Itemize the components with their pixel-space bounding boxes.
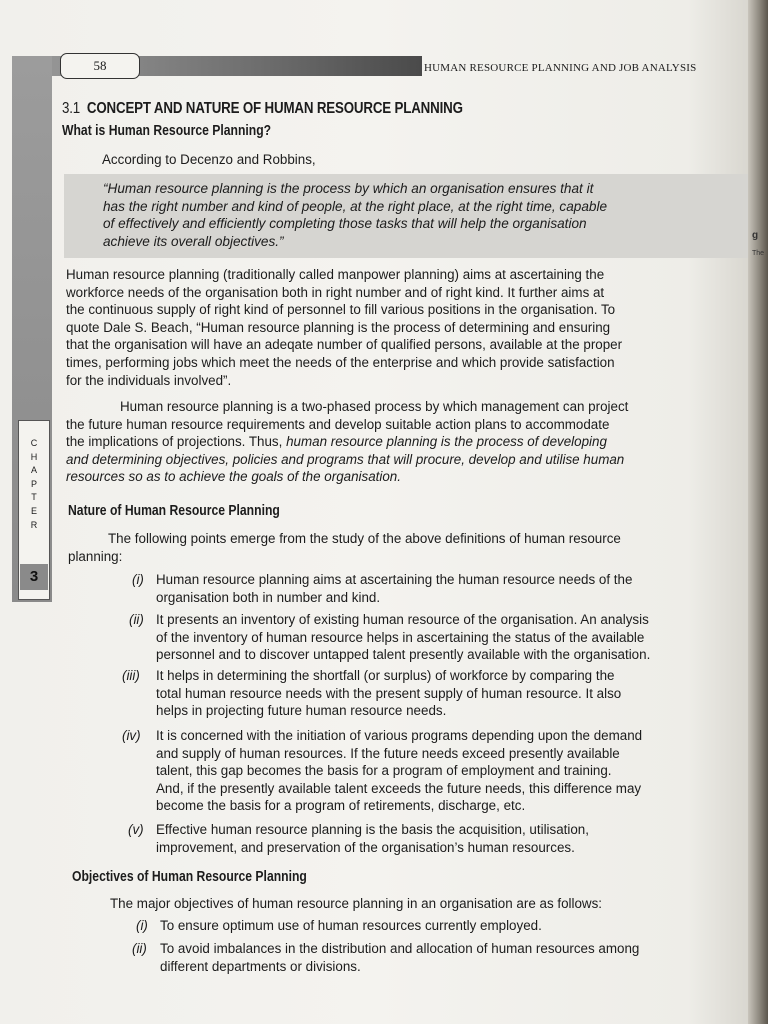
para-line: times, performing jobs which meet the needs of the enterprise and which provide satisfaction [66, 354, 615, 370]
item-text [160, 917, 542, 935]
para-line: workforce needs of the organisation both in right number and of right kind. It further aims at [66, 284, 605, 300]
chapter-letter: A [30, 465, 37, 476]
item-line: It is concerned with the initiation of various programs depending upon the demand [156, 728, 643, 743]
item-number: (ii) [129, 612, 144, 627]
item-line: And, if the presently available talent exceeds the future needs, this difference may [156, 780, 642, 796]
item-line: of the inventory of human resource helps in ascertaining the status of the available [156, 629, 645, 645]
running-head: HUMAN RESOURCE PLANNING AND JOB ANALYSIS [424, 62, 697, 74]
para-line: for the individuals involved”. [66, 372, 232, 388]
item-line: and supply of human resources. If the future needs exceed presently available [156, 745, 620, 761]
item-number: (iii) [122, 668, 140, 683]
objectives-heading: Objectives of Human Resource Planning [72, 869, 307, 885]
according-line: According to Decenzo and Robbins, [102, 152, 316, 167]
item-line: talent, this gap becomes the basis for a program of employment and training. [156, 763, 612, 779]
item-text [156, 571, 632, 606]
para-line: that the organisation will have an adeqate number of qualified persons, available at the proper [66, 337, 623, 353]
section-title-text: CONCEPT AND NATURE OF HUMAN RESOURCE PLANNING [86, 100, 463, 117]
item-number: (iv) [122, 728, 141, 743]
chapter-letter: C [30, 438, 38, 448]
section-number: 3.1 [62, 100, 81, 117]
nature-heading: Nature of Human Resource Planning [68, 503, 280, 519]
item-line: To ensure optimum use of human resources currently employed. [160, 918, 542, 933]
para-line: resources so as to achieve the goals of the organisation. [66, 469, 401, 485]
para-line: the future human resource requirements and develop suitable action plans to accommodate [66, 416, 610, 432]
para-line: and determining objectives, policies and programs that will procure, develop and utilise human [66, 451, 625, 467]
item-number: (v) [128, 822, 144, 837]
para-line [66, 433, 748, 451]
item-line: It helps in determining the shortfall (or surplus) of workforce by comparing the [156, 668, 615, 683]
quote-line: “Human resource planning is the process by which an organisation ensures that it [103, 181, 594, 196]
item-line: Human resource planning aims at ascertaining the human resource needs of the [156, 572, 633, 587]
item-text [160, 940, 639, 975]
chapter-letter: E [30, 505, 37, 516]
item-number: (i) [136, 918, 148, 933]
item-number: (i) [132, 572, 144, 587]
quote-line: has the right number and kind of people, at the right place, at the right time, capable [103, 198, 608, 214]
para-text: the implications of projections. Thus, [66, 434, 283, 450]
edge-peek-text: The [752, 250, 765, 257]
para-line: The following points emerge from the study of the above definitions of human resource [108, 531, 621, 546]
what-is-heading: What is Human Resource Planning? [62, 123, 272, 139]
next-page-edge [748, 0, 768, 1024]
section-title [62, 100, 463, 118]
chapter-letter: T [31, 492, 37, 503]
item-line: become the basis for a program of retirements, discharge, etc. [156, 798, 526, 814]
para-line: Human resource planning (traditionally called manpower planning) aims at ascertaining the [66, 267, 605, 282]
para-line: planning: [68, 548, 123, 564]
item-text [156, 611, 650, 664]
chapter-letter: P [30, 478, 37, 489]
page-number: 58 [60, 53, 140, 79]
chapter-letter: R [30, 519, 38, 530]
para-line: the continuous supply of right kind of personnel to fill various positions in the organisation. To [66, 302, 616, 318]
objectives-intro: The major objectives of human resource planning in an organisation are as follows: [110, 896, 603, 911]
item-number: (ii) [132, 941, 147, 956]
item-text [156, 667, 621, 720]
item-line: Effective human resource planning is the basis the acquisition, utilisation, [156, 822, 589, 837]
item-text [156, 821, 589, 856]
paragraph-1 [66, 266, 748, 389]
item-line: total human resource needs with the present supply of human resource. It also [156, 685, 622, 701]
chapter-letter: H [30, 451, 38, 462]
item-line: To avoid imbalances in the distribution and allocation of human resources among [160, 941, 640, 956]
item-line: improvement, and preservation of the organisation’s human resources. [156, 839, 575, 855]
item-line: different departments or divisions. [160, 958, 361, 974]
chapter-word [27, 437, 41, 532]
para-line: quote Dale S. Beach, “Human resource planning is the process of determining and ensuring [66, 319, 611, 335]
paragraph-2 [66, 398, 748, 486]
edge-peek-text: g [752, 230, 759, 241]
item-line: It presents an inventory of existing human resource of the organisation. An analysis [156, 612, 649, 627]
nature-intro [68, 530, 748, 565]
chapter-number: 3 [20, 564, 48, 590]
para-line: Human resource planning is a two-phased process by which management can project [120, 399, 629, 414]
para-italic-text: human resource planning is the process of developing [286, 434, 607, 450]
item-line: personnel and to discover untapped talent presently available with the organisation. [156, 647, 651, 663]
item-line: organisation both in number and kind. [156, 589, 381, 605]
item-text [156, 727, 642, 815]
quote-line: achieve its overall objectives.” [103, 233, 284, 249]
definition-quote [103, 180, 607, 250]
quote-line: of effectively and efficiently completing those tasks that will help the organisation [103, 216, 587, 232]
item-line: helps in projecting future human resource needs. [156, 703, 447, 719]
